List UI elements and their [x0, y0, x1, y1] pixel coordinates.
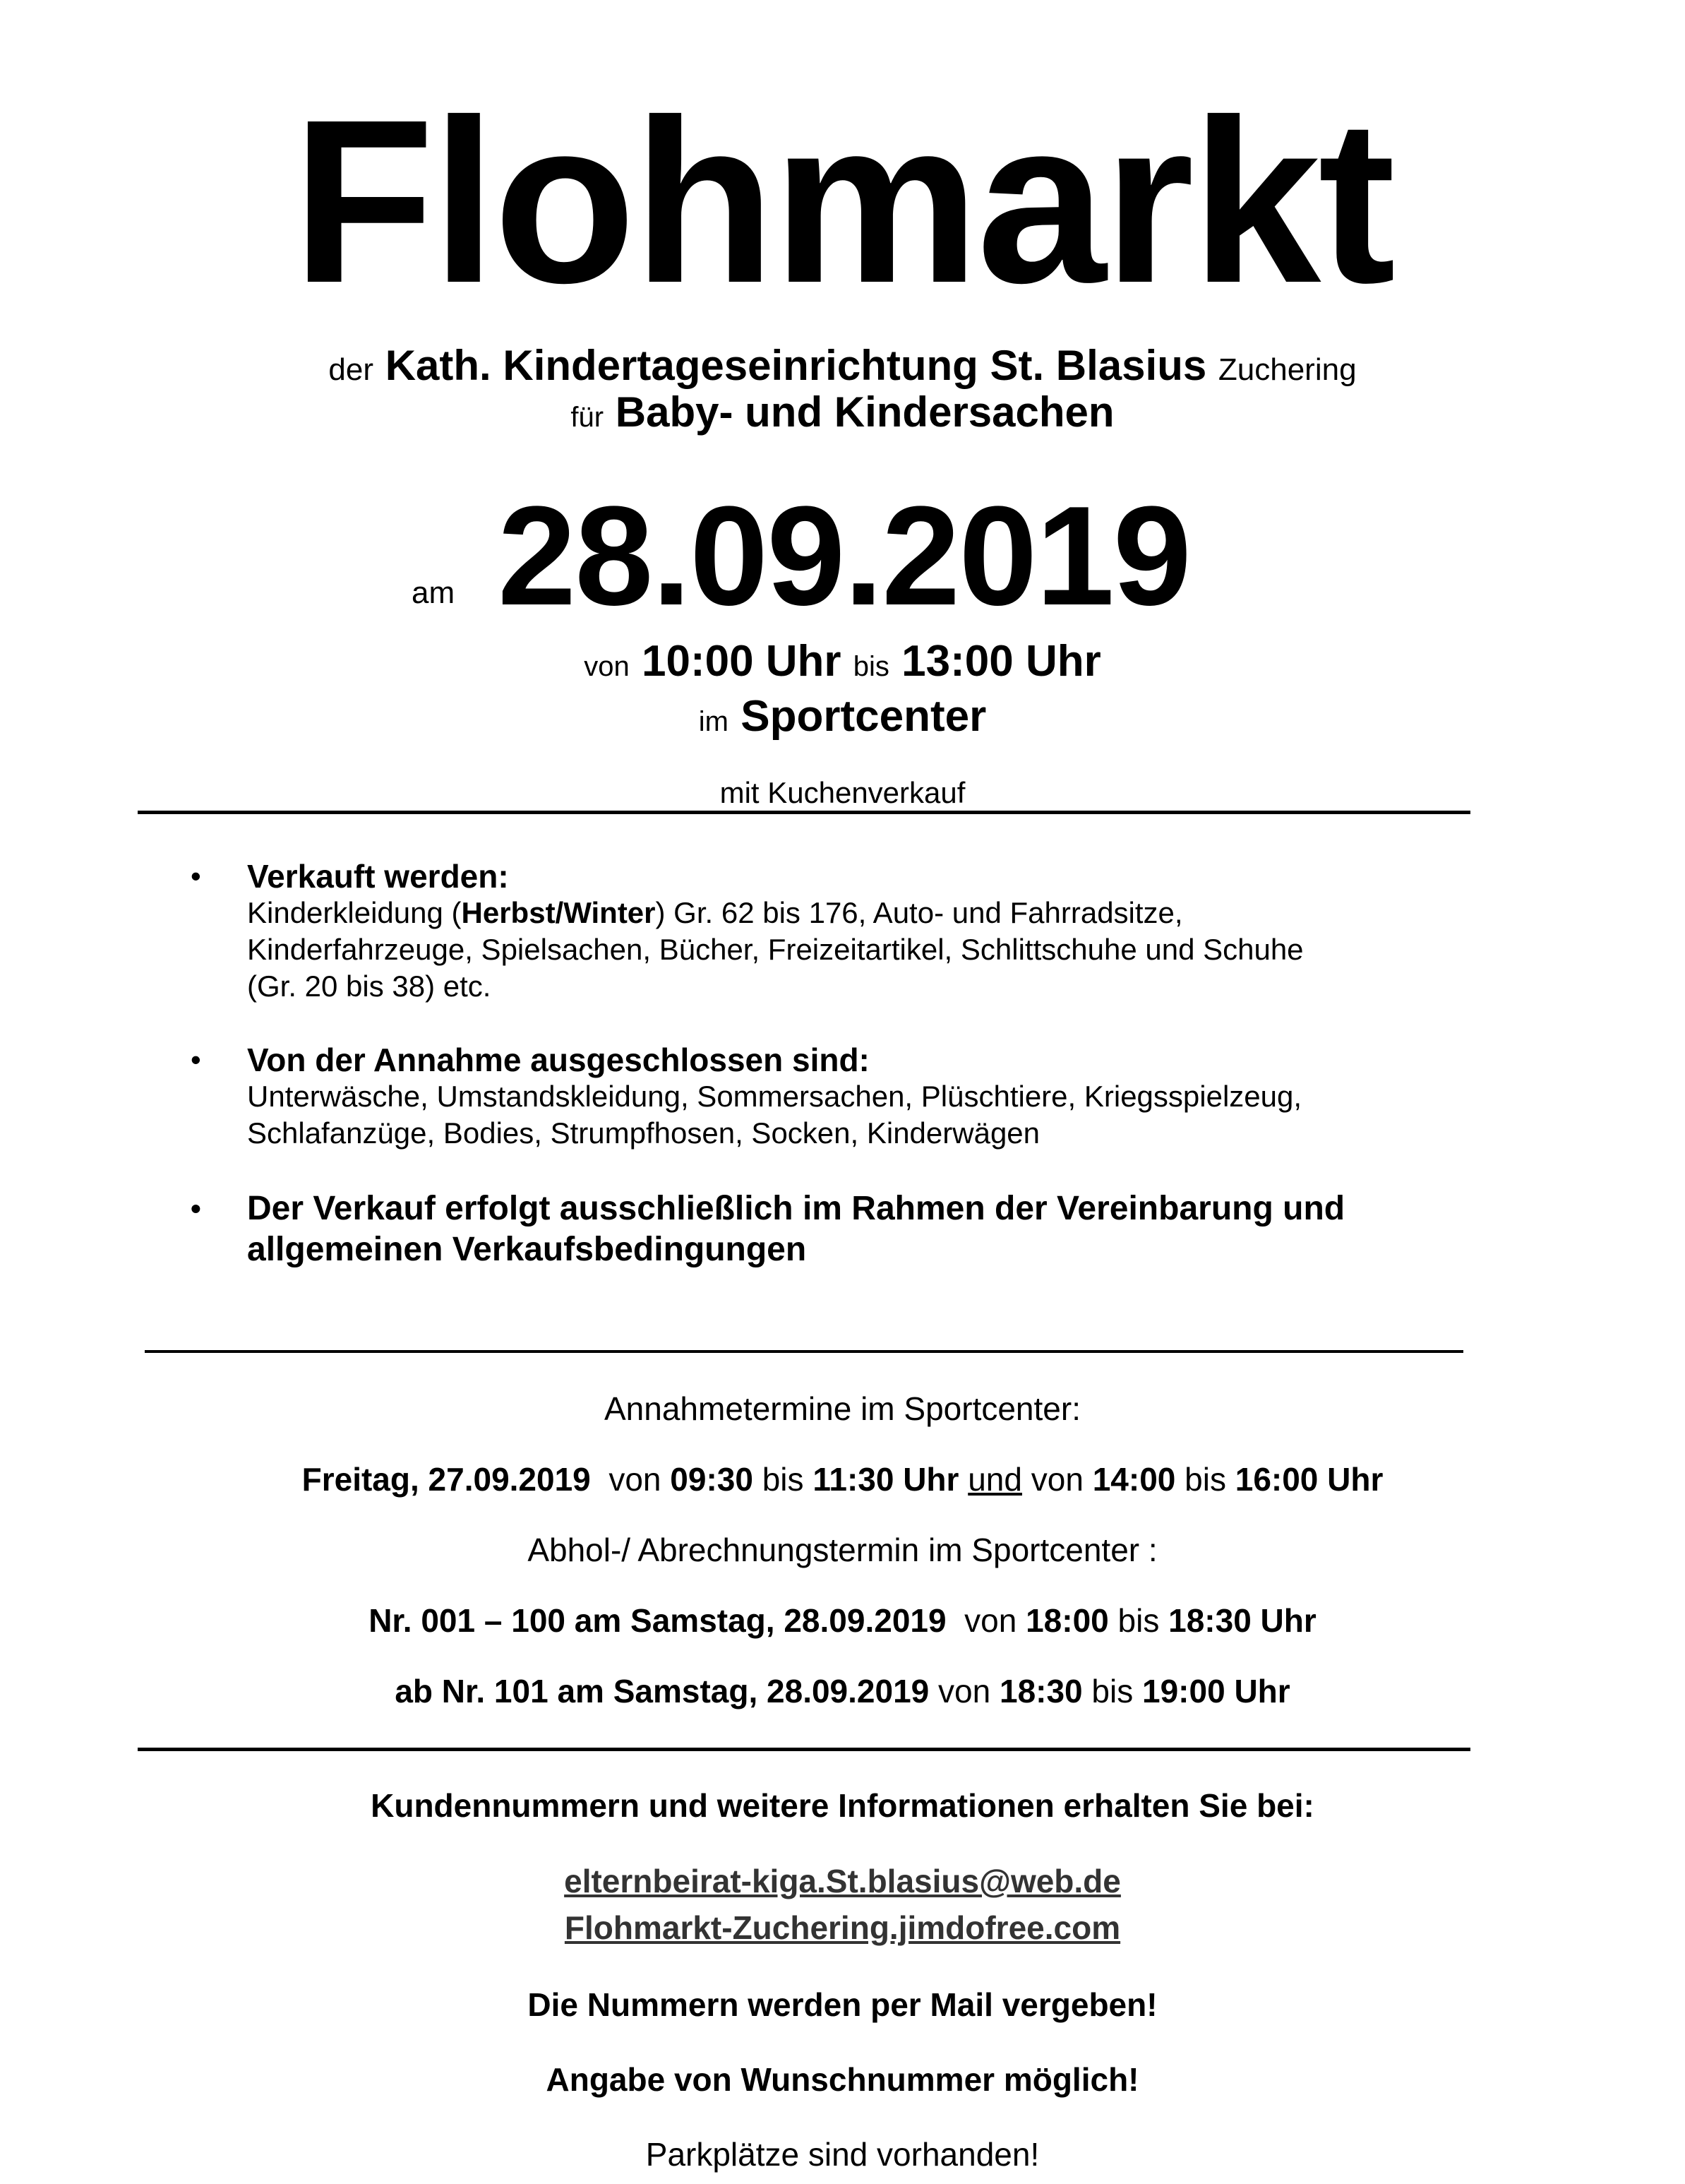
items-line — [0, 387, 1685, 438]
bullet-excluded-line2: Schlafanzüge, Bodies, Strumpfhosen, Socken, Kinderwägen — [247, 1116, 1041, 1150]
location-name: Sportcenter — [740, 692, 987, 741]
contact-email-link[interactable]: elternbeirat-kiga.St.blasius@web.de — [564, 1863, 1121, 1899]
pickup-row-2 — [0, 1672, 1685, 1711]
info-bullets — [191, 858, 1497, 1307]
bullet-sold-line1 — [247, 895, 1497, 931]
pickup-row1-range: Nr. 001 – 100 am Samstag, 28.09.2019 — [368, 1602, 947, 1639]
pickup-row2-bis: bis — [1091, 1673, 1134, 1709]
time-to-word: bis — [853, 651, 889, 682]
divider-middle — [145, 1350, 1463, 1353]
bullet-sold-season: Herbst/Winter — [461, 896, 656, 929]
bullet-sold-line2: Kinderfahrzeuge, Spielsachen, Bücher, Freizeitartikel, Schlittschuhe und Schuhe — [247, 933, 1304, 966]
bullet-terms-line1: Der Verkauf erfolgt ausschließlich im Rahmen der Vereinbarung und — [247, 1190, 1345, 1227]
organizer-line — [0, 340, 1685, 391]
bullet-excluded-line1: Unterwäsche, Umstandskleidung, Sommersachen, Plüschtiere, Kriegsspielzeug, — [247, 1080, 1302, 1113]
note-parking: Parkplätze sind vorhanden! — [645, 2136, 1040, 2173]
bullet-terms-line2: allgemeinen Verkaufsbedingungen — [247, 1231, 807, 1268]
pickup-row1-von: von — [964, 1602, 1017, 1639]
location-prefix: im — [698, 706, 728, 737]
acceptance-von1: von — [608, 1461, 661, 1498]
acceptance-von2: von — [1031, 1461, 1084, 1498]
contact-website-link[interactable]: Flohmarkt-Zuchering.jimdofree.com — [564, 1909, 1121, 1946]
items-prefix: für — [570, 402, 604, 433]
acceptance-t4: 16:00 Uhr — [1235, 1461, 1384, 1498]
organizer-prefix: der — [328, 352, 374, 387]
organizer-name: Kath. Kindertageseinrichtung St. Blasius — [385, 342, 1207, 389]
contact-heading: Kundennummern und weitere Informationen erhalten Sie bei: — [371, 1787, 1314, 1824]
pickup-row-1 — [0, 1601, 1685, 1640]
bullet-dot-icon: • — [191, 1043, 201, 1076]
pickup-row2-range: ab Nr. 101 am Samstag, 28.09.2019 — [395, 1673, 930, 1709]
divider-top — [138, 811, 1470, 814]
bullet-sold-line3: (Gr. 20 bis 38) etc. — [247, 969, 491, 1003]
location-line — [0, 691, 1685, 743]
acceptance-day: Freitag, 27.09.2019 — [301, 1461, 591, 1498]
time-line — [0, 635, 1685, 688]
acceptance-t3: 14:00 — [1092, 1461, 1176, 1498]
pickup-row1-t1: 18:00 — [1026, 1602, 1109, 1639]
time-start: 10:00 Uhr — [641, 637, 841, 686]
bullet-excluded — [191, 1042, 1497, 1152]
bullet-dot-icon: • — [191, 1192, 201, 1225]
date-prefix: am — [412, 575, 455, 610]
contact-website-row — [0, 1909, 1685, 1947]
bullet-sold-text-a: Kinderkleidung ( — [247, 896, 462, 929]
bullet-excluded-heading: Von der Annahme ausgeschlossen sind: — [247, 1042, 870, 1078]
time-from-word: von — [584, 651, 630, 682]
time-end: 13:00 Uhr — [901, 637, 1101, 686]
page-title: Flohmarkt — [292, 71, 1393, 331]
acceptance-und: und — [968, 1461, 1022, 1498]
pickup-row1-bis: bis — [1117, 1602, 1160, 1639]
bullet-sold — [191, 858, 1497, 1005]
acceptance-heading: Annahmetermine im Sportcenter: — [604, 1390, 1081, 1427]
acceptance-times — [0, 1460, 1685, 1499]
event-date: 28.09.2019 — [498, 477, 1190, 635]
pickup-row2-t1: 18:30 — [999, 1673, 1083, 1709]
contact-email-row — [0, 1862, 1685, 1901]
pickup-row2-von: von — [938, 1673, 991, 1709]
divider-bottom — [138, 1748, 1470, 1751]
acceptance-bis1: bis — [762, 1461, 804, 1498]
bullet-dot-icon: • — [191, 859, 201, 893]
acceptance-t2: 11:30 Uhr — [812, 1461, 959, 1498]
note-wish-number: Angabe von Wunschnummer möglich! — [546, 2061, 1139, 2098]
bullet-sold-heading: Verkauft werden: — [247, 858, 509, 895]
pickup-row1-t2: 18:30 Uhr — [1168, 1602, 1317, 1639]
cake-sale-note: mit Kuchenverkauf — [719, 776, 966, 809]
organizer-place: Zuchering — [1218, 352, 1357, 387]
bullet-sold-text-b: ) Gr. 62 bis 176, Auto- und Fahrradsitze, — [655, 896, 1183, 929]
items-text: Baby- und Kindersachen — [615, 388, 1115, 436]
acceptance-t1: 09:30 — [670, 1461, 753, 1498]
pickup-heading: Abhol-/ Abrechnungstermin im Sportcenter : — [527, 1532, 1158, 1568]
bullet-terms — [191, 1188, 1497, 1270]
pickup-row2-t2: 19:00 Uhr — [1142, 1673, 1290, 1709]
note-mail: Die Nummern werden per Mail vergeben! — [527, 1986, 1158, 2023]
acceptance-bis2: bis — [1185, 1461, 1226, 1498]
